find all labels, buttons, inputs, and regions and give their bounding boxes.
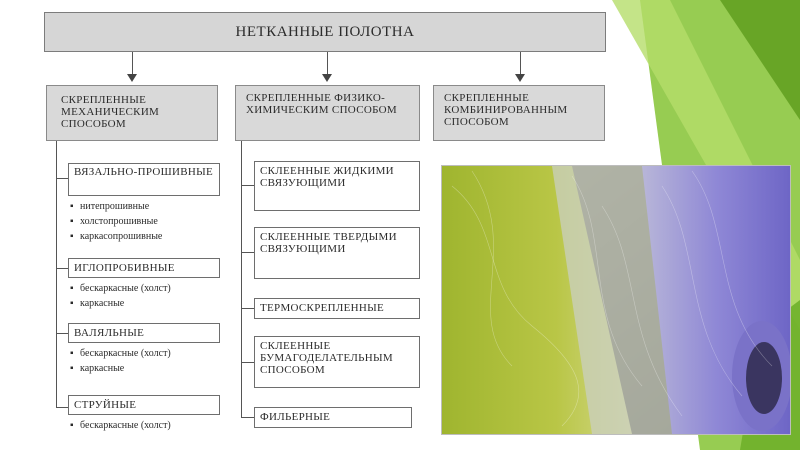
- list-item: ▪ холстопрошивные: [70, 214, 162, 229]
- category-physchem: [235, 85, 420, 141]
- list-item: ▪ каркасные: [70, 361, 171, 376]
- subtype-felted: ВАЛЯЛЬНЫЕ: [68, 323, 220, 343]
- list-item: ▪ нитепрошивные: [70, 199, 162, 214]
- list-item: ▪ бескаркасные (холст): [70, 281, 171, 296]
- subtype-wetlaid: СКЛЕЕННЫЕ БУМАГОДЕЛАТЕЛЬНЫМ СПОСОБОМ: [254, 336, 420, 388]
- arrow-down-icon: [515, 74, 525, 82]
- subtype-list: [70, 418, 171, 433]
- list-item: ▪ бескаркасные (холст): [70, 418, 171, 433]
- subtype-list: [70, 199, 162, 244]
- list-item: ▪ каркасопрошивные: [70, 229, 162, 244]
- subtype-list: [70, 346, 171, 376]
- list-item: ▪ бескаркасные (холст): [70, 346, 171, 361]
- subtype-jet: СТРУЙНЫЕ: [68, 395, 220, 415]
- list-item: ▪ каркасные: [70, 296, 171, 311]
- diagram-title: НЕТКАННЫЕ ПОЛОТНА: [44, 12, 606, 52]
- subtype-thermobonded: ТЕРМОСКРЕПЛЕННЫЕ: [254, 298, 420, 319]
- fabric-rolls-photo: [441, 165, 791, 435]
- subtype-spunbond: ФИЛЬЕРНЫЕ: [254, 407, 412, 428]
- arrow-down-icon: [322, 74, 332, 82]
- arrow-down-icon: [127, 74, 137, 82]
- subtype-solid-bonded: СКЛЕЕННЫЕ ТВЕРДЫМИ СВЯЗУЮЩИМИ: [254, 227, 420, 279]
- category-label: СКРЕПЛЕННЫЕ КОМБИНИРОВАННЫМ СПОСОБОМ: [444, 92, 568, 128]
- subtype-liquid-bonded: СКЛЕЕННЫЕ ЖИДКИМИ СВЯЗУЮЩИМИ: [254, 161, 420, 211]
- subtype-knit-stitched: ВЯЗАЛЬНО-ПРОШИВНЫЕ: [68, 163, 220, 196]
- category-label: СКРЕПЛЕННЫЕ МЕХАНИЧЕСКИМ СПОСОБОМ: [61, 94, 160, 130]
- category-mechanical: [46, 85, 218, 141]
- subtype-list: [70, 281, 171, 311]
- category-label: СКРЕПЛЕННЫЕ ФИЗИКО-ХИМИЧЕСКИМ СПОСОБОМ: [246, 92, 397, 116]
- category-combined: [433, 85, 605, 141]
- subtype-needle-punched: ИГЛОПРОБИВНЫЕ: [68, 258, 220, 278]
